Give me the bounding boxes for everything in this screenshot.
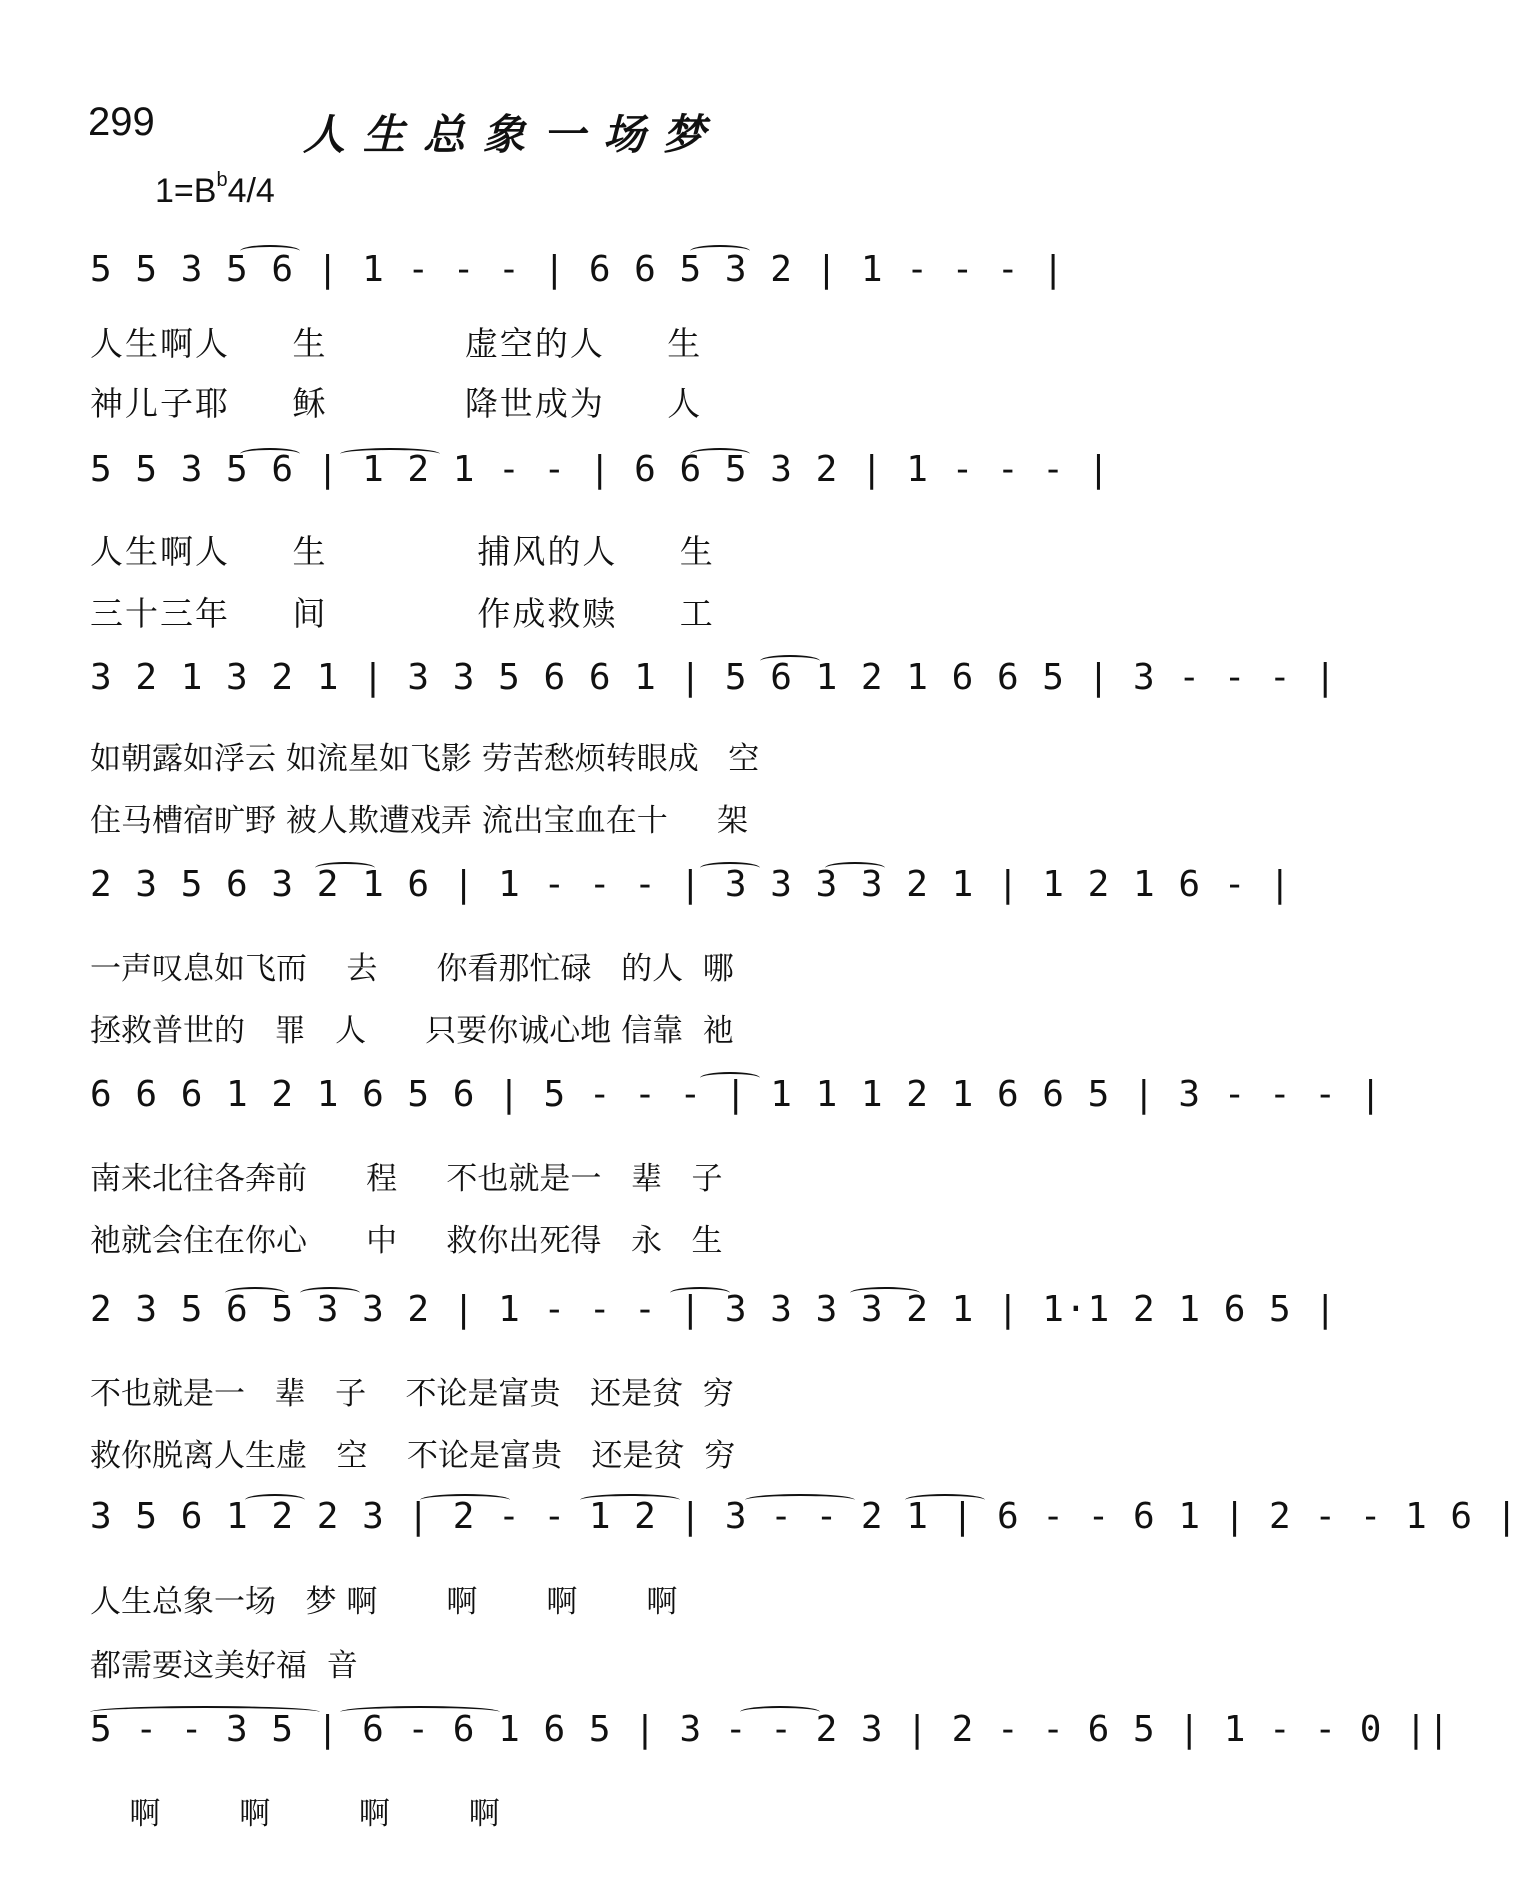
slur-mark <box>745 1494 855 1506</box>
notation-line-2: 5 5 3 5 6 | 1 2 1 - - | 6 6 5 3 2 | 1 - - - | <box>90 449 1111 490</box>
slur-mark <box>340 1706 500 1718</box>
slur-mark <box>700 1072 760 1084</box>
notation-line-4: 2 3 5 6 3 2 1 6 | 1 - - - | 3 3 3 3 2 1 | 1 2 1 6 - | <box>90 864 1292 905</box>
lyric-line-2-verse-1: 人生啊人 生 捕风的人 生 <box>90 532 715 571</box>
key-meter: 4/4 <box>227 172 275 210</box>
slur-mark <box>850 1287 920 1299</box>
lyric-line-1-verse-1: 人生啊人 生 虚空的人 生 <box>90 324 703 363</box>
lyric-line-4-verse-1: 一声叹息如飞而 去 你看那忙碌 的人 哪 <box>90 951 734 987</box>
notation-line-7: 3 5 6 1 2 2 3 | 2 - - 1 2 | 3 - - 2 1 | 6 - - 6 1 | 2 - - 1 6 | <box>90 1496 1518 1537</box>
notation-line-3: 3 2 1 3 2 1 | 3 3 5 6 6 1 | 5 6 1 2 1 6 6 5 | 3 - - - | <box>90 657 1338 698</box>
lyric-line-5-verse-1: 南来北往各奔前 程 不也就是一 辈 子 <box>90 1161 723 1197</box>
slur-mark <box>670 1287 730 1299</box>
lyric-line-6-verse-2: 救你脱离人生虚 空 不论是富贵 还是贫 穷 <box>90 1438 736 1474</box>
slur-mark <box>90 1706 320 1718</box>
lyric-line-5-verse-2: 祂就会住在你心 中 救你出死得 永 生 <box>90 1223 723 1259</box>
slur-mark <box>690 245 750 257</box>
notation-line-1: 5 5 3 5 6 | 1 - - - | 6 6 5 3 2 | 1 - - - | <box>90 249 1065 290</box>
key-flat: b <box>216 168 228 191</box>
slur-mark <box>240 448 300 460</box>
lyric-line-1-verse-2: 神儿子耶 稣 降世成为 人 <box>90 384 703 423</box>
slur-mark <box>760 655 820 667</box>
lyric-line-8-verse-1: 啊 啊 啊 啊 <box>90 1796 500 1832</box>
key-prefix: 1=B <box>155 172 217 210</box>
notation-line-6: 2 3 5 6 5 3 3 2 | 1 - - - | 3 3 3 3 2 1 | 1·1 2 1 6 5 | <box>90 1289 1338 1330</box>
lyric-line-2-verse-2: 三十三年 间 作成救赎 工 <box>90 594 715 633</box>
slur-mark <box>420 1494 510 1506</box>
song-title: 人生总象一场梦 <box>303 110 724 159</box>
slur-mark <box>690 448 750 460</box>
lyric-line-4-verse-2: 拯救普世的 罪 人 只要你诚心地 信靠 祂 <box>90 1013 734 1049</box>
song-number: 299 <box>88 100 155 144</box>
lyric-line-7-verse-1: 人生总象一场 梦 啊 啊 啊 啊 <box>90 1584 678 1620</box>
slur-mark <box>905 1494 985 1506</box>
key-signature <box>155 168 275 211</box>
slur-mark <box>225 1287 285 1299</box>
lyric-line-3-verse-2: 住马槽宿旷野 被人欺遭戏弄 流出宝血在十 架 <box>90 803 748 839</box>
notation-line-8: 5 - - 3 5 | 6 - 6 1 6 5 | 3 - - 2 3 | 2 - - 6 5 | 1 - - 0 || <box>90 1709 1451 1750</box>
slur-mark <box>315 862 375 874</box>
slur-mark <box>580 1494 680 1506</box>
lyric-line-6-verse-1: 不也就是一 辈 子 不论是富贵 还是贫 穷 <box>90 1376 734 1412</box>
notation-line-5: 6 6 6 1 2 1 6 5 6 | 5 - - - | 1 1 1 2 1 6 6 5 | 3 - - - | <box>90 1074 1383 1115</box>
slur-mark <box>300 1287 360 1299</box>
slur-mark <box>245 1494 305 1506</box>
slur-mark <box>700 862 760 874</box>
lyric-line-3-verse-1: 如朝露如浮云 如流星如飞影 劳苦愁烦转眼成 空 <box>90 741 760 777</box>
slur-mark <box>740 1706 820 1718</box>
slur-mark <box>240 245 300 257</box>
slur-mark <box>825 862 885 874</box>
slur-mark <box>340 448 440 460</box>
lyric-line-7-verse-2: 都需要这美好福 音 <box>90 1648 358 1684</box>
